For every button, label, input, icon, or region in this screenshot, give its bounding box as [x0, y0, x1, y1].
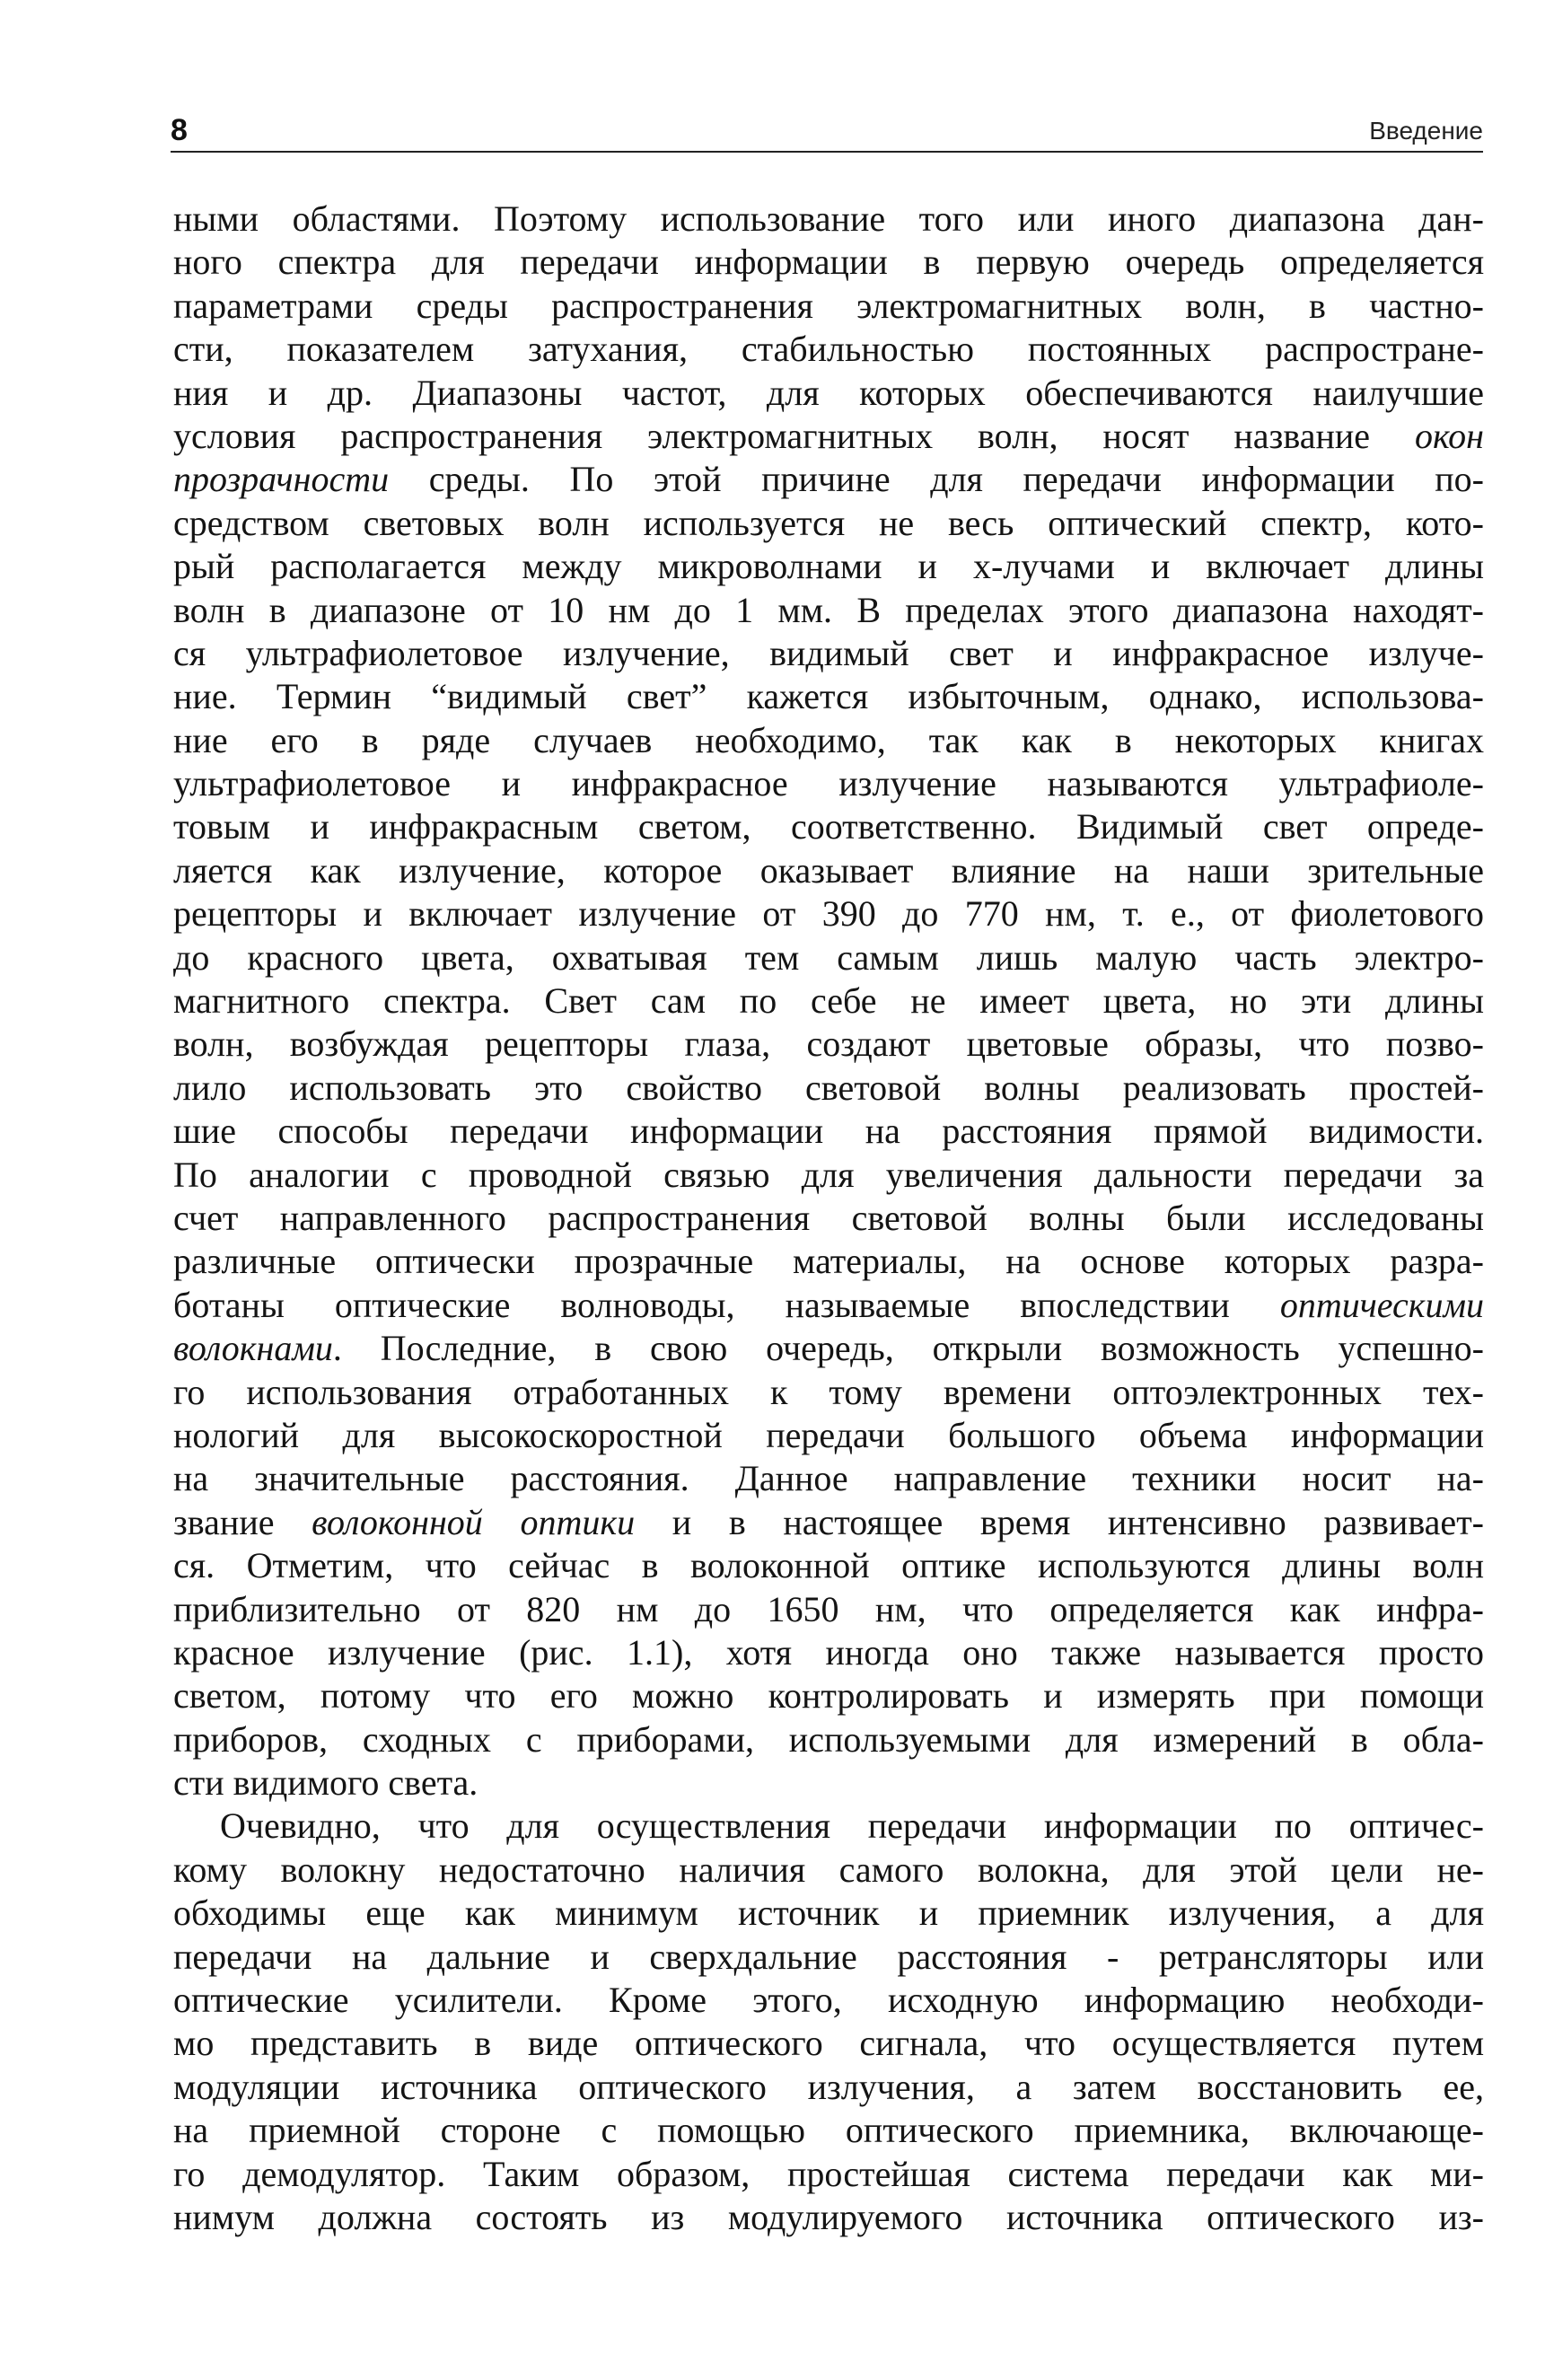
text-segment: до красного цвета, охватывая тем самым лишь малую часть электро- — [173, 936, 1484, 978]
text-line — [173, 2109, 1484, 2152]
text-segment: модуляции источника оптического излучения, а затем восстановить ее, — [173, 2066, 1484, 2107]
text-line — [173, 632, 1484, 675]
text-segment: обходимы еще как минимум источник и приемник излучения, а для — [173, 1893, 1484, 1934]
text-line — [173, 545, 1484, 588]
text-line — [173, 1023, 1484, 1066]
text-line — [173, 1457, 1484, 1500]
text-segment: среды. По этой причине для передачи информации по- — [389, 459, 1484, 500]
text-segment: . Последние, в свою очередь, открыли возможность успешно- — [332, 1328, 1484, 1369]
text-segment: рый располагается между микроволнами и х-лучами и включает длины — [173, 546, 1484, 587]
text-line — [173, 849, 1484, 892]
text-line — [173, 892, 1484, 935]
text-segment: го использования отработанных к тому времени оптоэлектронных тех- — [173, 1371, 1484, 1412]
text-line — [173, 1979, 1484, 2022]
text-line — [173, 502, 1484, 545]
text-segment: рецепторы и включает излучение от 390 до 770 нм, т. е., от фиолетового — [173, 893, 1484, 935]
text-segment: приблизительно от 820 нм до 1650 нм, что определяется как инфра- — [173, 1588, 1484, 1629]
text-segment: ными областями. Поэтому использование того или иного диапазона дан- — [173, 198, 1484, 239]
text-line — [173, 1327, 1484, 1370]
italic-term: прозрачности — [173, 459, 390, 500]
text-line — [173, 1284, 1484, 1327]
text-line — [173, 1761, 1484, 1805]
text-line — [173, 2066, 1484, 2109]
text-line — [173, 1849, 1484, 1892]
text-segment: ного спектра для передачи информации в первую очередь определяется — [173, 242, 1484, 283]
text-line — [173, 762, 1484, 805]
text-line — [173, 415, 1484, 458]
text-segment: счет направленного распространения световой волны были исследованы — [173, 1197, 1484, 1238]
text-segment: ся. Отметим, что сейчас в волоконной оптике используются длины волн — [173, 1545, 1484, 1586]
text-segment: и в настоящее время интенсивно развивает- — [635, 1501, 1484, 1542]
text-line — [173, 1501, 1484, 1544]
text-line — [173, 589, 1484, 632]
italic-term: волокнами — [173, 1328, 333, 1369]
text-line — [173, 328, 1484, 371]
text-line — [173, 285, 1484, 328]
text-line — [173, 1674, 1484, 1717]
text-segment: на приемной стороне с помощью оптического приемника, включающе- — [173, 2110, 1484, 2151]
text-segment: магнитного спектра. Свет сам по себе не имеет цвета, но эти длины — [173, 980, 1484, 1022]
text-line — [173, 1718, 1484, 1761]
text-line — [173, 1544, 1484, 1587]
text-segment: средством световых волн используется не весь оптический спектр, кото- — [173, 502, 1484, 543]
text-segment: оптические усилители. Кроме этого, исходную информацию необходи- — [173, 1980, 1484, 2021]
text-segment: красное излучение (рис. 1.1), хотя иногда оно также называется просто — [173, 1631, 1484, 1673]
text-segment: звание — [173, 1501, 312, 1542]
italic-term: окон — [1414, 415, 1484, 456]
text-line — [173, 241, 1484, 284]
text-segment: ние его в ряде случаев необходимо, так как в некоторых книгах — [173, 719, 1484, 760]
text-segment: сти, показателем затухания, стабильностью постоянных распростране- — [173, 329, 1484, 370]
text-line — [173, 1067, 1484, 1110]
text-segment: го демодулятор. Таким образом, простейшая система передачи как ми- — [173, 2153, 1484, 2194]
text-line — [173, 1414, 1484, 1457]
text-line — [173, 979, 1484, 1023]
text-line — [173, 1240, 1484, 1283]
body-text — [173, 198, 1484, 2239]
text-line — [173, 936, 1484, 979]
text-line — [173, 1197, 1484, 1240]
text-segment: передачи на дальние и сверхдальние расстояния - ретрансляторы или — [173, 1936, 1484, 1977]
text-line — [173, 1588, 1484, 1631]
text-segment: шие способы передачи информации на расстояния прямой видимости. — [173, 1111, 1484, 1152]
page-header — [171, 106, 1483, 153]
text-line — [173, 198, 1484, 241]
text-segment: нимум должна состоять из модулируемого источника оптического из- — [173, 2196, 1484, 2237]
text-line — [173, 2196, 1484, 2239]
text-segment: мо представить в виде оптического сигнала, что осуществляется путем — [173, 2023, 1484, 2064]
italic-term: оптическими — [1279, 1284, 1484, 1325]
text-segment: ляется как излучение, которое оказывает влияние на наши зрительные — [173, 849, 1484, 891]
text-line — [173, 805, 1484, 848]
text-segment: ние. Термин “видимый свет” кажется избыточным, однако, использова- — [173, 676, 1484, 717]
text-line — [173, 1631, 1484, 1674]
text-segment: ния и др. Диапазоны частот, для которых обеспечиваются наилучшие — [173, 372, 1484, 413]
text-line — [173, 675, 1484, 718]
text-line — [173, 458, 1484, 501]
text-segment: волн, возбуждая рецепторы глаза, создают цветовые образы, что позво- — [173, 1023, 1484, 1065]
text-segment: на значительные расстояния. Данное направление техники носит на- — [173, 1458, 1484, 1499]
text-line — [173, 1154, 1484, 1197]
text-segment: волн в диапазоне от 10 нм до 1 мм. В пределах этого диапазона находят- — [173, 589, 1484, 630]
text-line — [173, 1805, 1484, 1848]
text-segment: условия распространения электромагнитных волн, носят название — [173, 415, 1415, 456]
text-segment: кому волокну недостаточно наличия самого волокна, для этой цели не- — [173, 1849, 1484, 1890]
text-segment: товым и инфракрасным светом, соответственно. Видимый свет опреде- — [173, 806, 1484, 847]
text-segment: светом, потому что его можно контролировать и измерять при помощи — [173, 1675, 1484, 1717]
text-segment: ботаны оптические волноводы, называемые впоследствии — [173, 1284, 1280, 1325]
text-line — [173, 1892, 1484, 1935]
text-segment: приборов, сходных с приборами, используемыми для измерений в обла- — [173, 1718, 1484, 1760]
text-line — [173, 1110, 1484, 1153]
text-line — [173, 1371, 1484, 1414]
text-segment: нологий для высокоскоростной передачи большого объема информации — [173, 1414, 1484, 1455]
text-segment: лило использовать это свойство световой волны реализовать простей- — [173, 1067, 1484, 1108]
text-segment: различные оптически прозрачные материалы, на основе которых разра- — [173, 1241, 1484, 1282]
text-line — [173, 1936, 1484, 1979]
text-line — [173, 2022, 1484, 2065]
text-line — [173, 719, 1484, 762]
running-title: Введение — [1369, 117, 1483, 145]
text-line — [173, 2153, 1484, 2196]
text-segment: ся ультрафиолетовое излучение, видимый свет и инфракрасное излуче- — [173, 632, 1484, 673]
italic-term: волоконной оптики — [312, 1501, 636, 1542]
text-line — [173, 372, 1484, 415]
text-segment: Очевидно, что для осуществления передачи информации по оптичес- — [220, 1805, 1484, 1847]
page-number: 8 — [171, 113, 188, 147]
text-segment: По аналогии с проводной связью для увеличения дальности передачи за — [173, 1154, 1484, 1195]
text-segment: параметрами среды распространения электромагнитных волн, в частно- — [173, 285, 1484, 326]
text-segment: ультрафиолетовое и инфракрасное излучение называются ультрафиоле- — [173, 763, 1484, 804]
text-segment: сти видимого света. — [173, 1762, 478, 1804]
